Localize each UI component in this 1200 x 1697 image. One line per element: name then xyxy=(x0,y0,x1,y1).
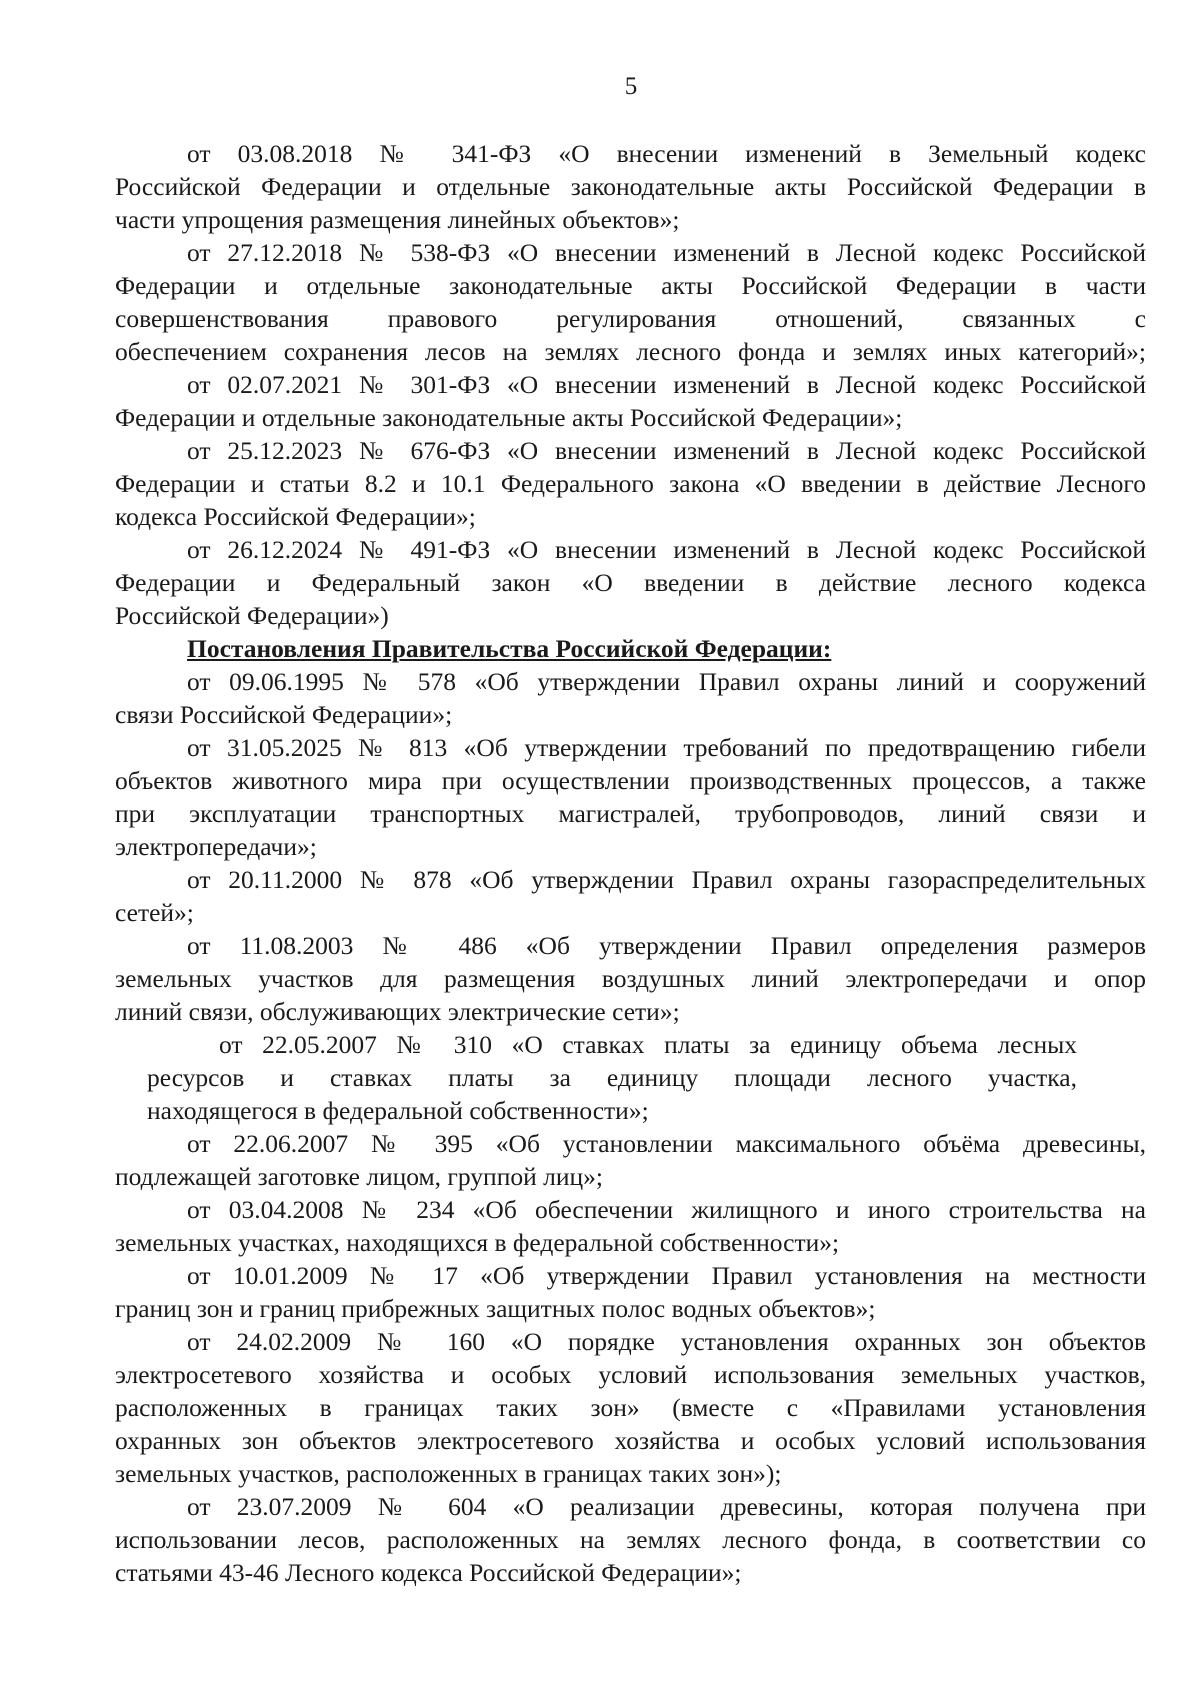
text-line: совершенствования правового регулирования отношений, связанных с xyxy=(115,304,1146,333)
text-line: Федерации и статьи 8.2 и 10.1 Федерального закона «О введении в действие Лесного xyxy=(115,469,1146,498)
text-line: Федерации и Федеральный закон «О введении в действие лесного кодекса xyxy=(115,568,1146,597)
text-line: от 03.04.2008 № 234 «Об обеспечении жилищного и иного строительства на xyxy=(187,1195,1146,1224)
text-line: от 31.05.2025 № 813 «Об утверждении требований по предотвращению гибели xyxy=(187,733,1146,762)
text-line: кодекса Российской Федерации»; xyxy=(115,502,476,531)
text-line: обеспечением сохранения лесов на землях лесного фонда и землях иных категорий»; xyxy=(115,337,1146,366)
text-line: границ зон и границ прибрежных защитных полос водных объектов»; xyxy=(115,1294,876,1323)
text-line: объектов животного мира при осуществлении производственных процессов, а также xyxy=(115,766,1146,795)
page-number: 5 xyxy=(624,73,638,100)
text-line: электропередачи»; xyxy=(115,832,317,861)
text-line: Федерации и отдельные законодательные акты Российской Федерации в части xyxy=(115,271,1146,300)
text-line: от 10.01.2009 № 17 «Об утверждении Правил установления на местности xyxy=(187,1261,1146,1290)
section-heading: Постановления Правительства Российской Федерации: xyxy=(187,634,832,663)
text-line: подлежащей заготовке лицом, группой лиц»; xyxy=(115,1162,603,1191)
text-line: земельных участках, находящихся в федеральной собственности»; xyxy=(115,1228,840,1257)
text-line: Российской Федерации») xyxy=(115,601,389,630)
text-line: расположенных в границах таких зон» (вместе с «Правилами установления xyxy=(115,1393,1146,1422)
text-line: от 26.12.2024 № 491-ФЗ «О внесении изменений в Лесной кодекс Российской xyxy=(187,535,1146,564)
text-line: от 11.08.2003 № 486 «Об утверждении Правил определения размеров xyxy=(187,931,1146,960)
text-line: от 24.02.2009 № 160 «О порядке установления охранных зон объектов xyxy=(187,1327,1146,1356)
text-line: от 22.05.2007 № 310 «О ставках платы за единицу объема лесных xyxy=(219,1030,1077,1059)
text-line: от 03.08.2018 № 341-ФЗ «О внесении изменений в Земельный кодекс xyxy=(187,139,1146,168)
text-line: от 02.07.2021 № 301-ФЗ «О внесении изменений в Лесной кодекс Российской xyxy=(187,370,1146,399)
text-line: от 25.12.2023 № 676-ФЗ «О внесении изменений в Лесной кодекс Российской xyxy=(187,436,1146,465)
text-line: от 22.06.2007 № 395 «Об установлении максимального объёма древесины, xyxy=(187,1129,1146,1158)
text-line: использовании лесов, расположенных на землях лесного фонда, в соответствии со xyxy=(115,1525,1146,1554)
text-line: сетей»; xyxy=(115,898,194,927)
text-line: от 27.12.2018 № 538-ФЗ «О внесении изменений в Лесной кодекс Российской xyxy=(187,238,1146,267)
text-line: земельных участков, расположенных в границах таких зон»); xyxy=(115,1459,782,1488)
text-line: от 20.11.2000 № 878 «Об утверждении Правил охраны газораспределительных xyxy=(187,865,1146,894)
text-line: части упрощения размещения линейных объектов»; xyxy=(115,205,680,234)
text-line: от 09.06.1995 № 578 «Об утверждении Правил охраны линий и сооружений xyxy=(187,667,1146,696)
text-line: связи Российской Федерации»; xyxy=(115,700,453,729)
text-line: при эксплуатации транспортных магистралей, трубопроводов, линий связи и xyxy=(115,799,1146,828)
text-line: Российской Федерации и отдельные законодательные акты Российской Федерации в xyxy=(115,172,1146,201)
text-line: находящегося в федеральной собственности»; xyxy=(147,1096,649,1125)
text-line: статьями 43-46 Лесного кодекса Российской Федерации»; xyxy=(115,1558,742,1587)
text-line: линий связи, обслуживающих электрические сети»; xyxy=(115,997,680,1026)
text-line: ресурсов и ставках платы за единицу площади лесного участка, xyxy=(147,1063,1077,1092)
text-line: от 23.07.2009 № 604 «О реализации древесины, которая получена при xyxy=(187,1492,1146,1521)
text-line: электросетевого хозяйства и особых условий использования земельных участков, xyxy=(115,1360,1146,1389)
text-line: Федерации и отдельные законодательные акты Российской Федерации»; xyxy=(115,403,903,432)
text-line: охранных зон объектов электросетевого хозяйства и особых условий использования xyxy=(115,1426,1146,1455)
text-line: земельных участков для размещения воздушных линий электропередачи и опор xyxy=(115,964,1146,993)
